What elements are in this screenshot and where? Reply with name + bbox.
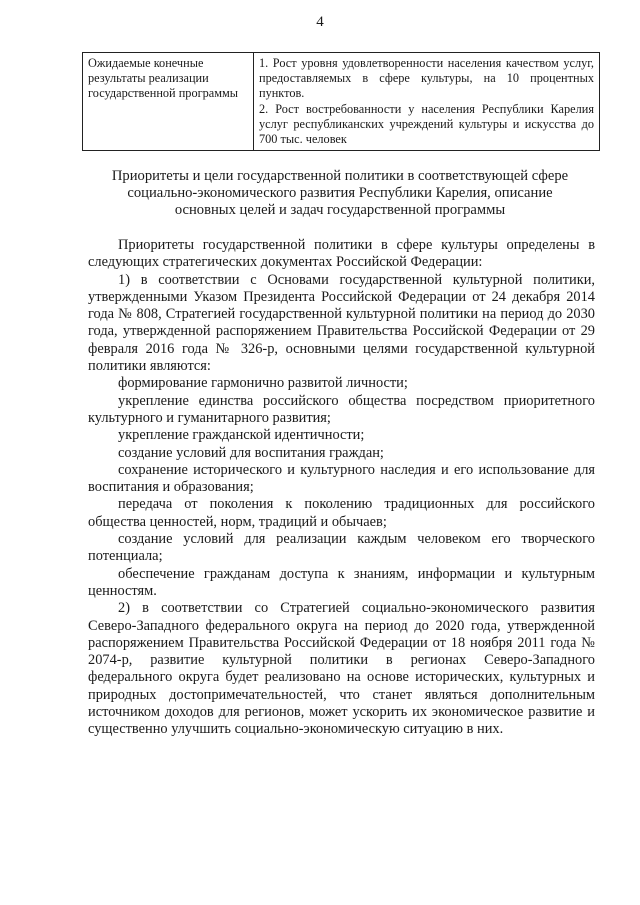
paragraph: укрепление гражданской идентичности; [118, 427, 365, 444]
paragraph: сохранение исторического и культурного наследия и его использование для воспитания и образования; [88, 461, 595, 496]
paragraph: создание условий для воспитания граждан; [118, 444, 384, 461]
heading-line: социально-экономического развития Республики Карелия, описание [127, 185, 553, 202]
body-text [88, 237, 595, 739]
result-item: 2. Рост востребованности у населения Республики Карелия услуг республиканских учреждений культуры и искусства до 700 тыс. человек [259, 101, 594, 147]
paragraph: формирование гармонично развитой личности; [118, 375, 408, 392]
paragraph: 1) в соответствии с Основами государственной культурной политики, утвержденными Указом Президента Российской Федерации от 24 декабря 2014 года № 808, Стратегией государственной культурной политики на период до 2030 года, утвержденной распоряжением Правительства Российской Федерации от 29 февраля 2016 года № 326-р, основными целями государственной культурной политики являются: [88, 271, 595, 375]
section-heading [90, 168, 590, 220]
paragraph: передача от поколения к поколению традиционных для российского общества ценностей, норм, традиций и обычаев; [88, 496, 595, 530]
paragraph: Приоритеты государственной политики в сфере культуры определены в следующих стратегических документах Российской Федерации: [88, 237, 595, 271]
table-label-cell: Ожидаемые конечные результаты реализации государственной программы [83, 53, 254, 151]
expected-results-table [82, 52, 600, 151]
heading-line: основных целей и задач государственной программы [174, 202, 506, 219]
paragraph: создание условий для реализации каждым человеком его творческого потенциала; [88, 531, 595, 565]
page-number: 4 [316, 14, 324, 30]
result-item: 1. Рост уровня удовлетворенности населения качеством услуг, предоставляемых в сфере культуры, на 10 процентных пунктов. [259, 56, 594, 101]
table-row [83, 53, 600, 151]
paragraph: 2) в соответствии со Стратегией социально-экономического развития Северо-Западного федерального округа на период до 2020 года, утвержденной распоряжением Правительства Российской Федерации от 18 ноября 2011 года № 2074-р, развитие культурной политики в регионах Северо-Западного федерального округа будет реализовано на основе исторических, культурных и природных достопримечательностей, что станет являться дополнительным источником доходов для регионов, может ускорить их экономическое развитие и существенно улучшить социально-экономическую ситуацию в них. [88, 600, 595, 738]
table-value-cell [254, 53, 600, 151]
paragraph: укрепление единства российского общества посредством приоритетного культурного и гуманитарного развития; [88, 392, 595, 426]
heading-line: Приоритеты и цели государственной политики в соответствующей сфере [111, 168, 569, 184]
paragraph: обеспечение гражданам доступа к знаниям, информации и культурным ценностям. [88, 565, 595, 599]
